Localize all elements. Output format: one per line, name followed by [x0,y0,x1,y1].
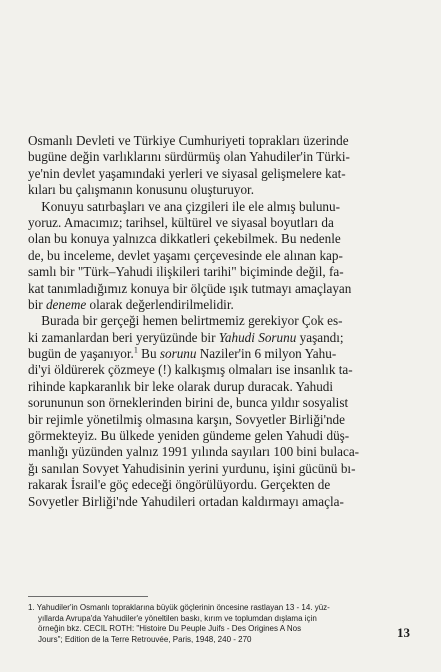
text-run: olarak değerlendirilmelidir. [86,296,234,312]
italic-term: sorunu [159,346,197,362]
body-text [28,133,416,510]
footnote-marker[interactable]: 1 [133,345,138,355]
body-line: Konuyu satırbaşları ve ana çizgileri ile ele almış bulunu- [28,198,341,214]
body-line: ye'nin devlet yaşamındaki yerleri ve siyasal gelişmelere kat- [28,165,346,181]
text-run: Bu [137,346,160,362]
body-line: manlığı yüzünden yalnız 1991 yılında sayıları 100 bini bulaca- [28,444,360,460]
body-line: rihinde kapkaranlık bir leke olarak durup duracak. Yahudi [28,378,334,394]
body-line: di'yi öldürerek çözmeye (!) kalkışmış olmaları ise insanlık ta- [28,362,353,378]
body-line: kıları bu çalışmanın konusunu oluşturuyor. [28,182,254,198]
body-line-deneme [28,297,416,313]
body-line: sorununun son örneklerinden birini de, bunca yıldır sosyalist [28,395,349,411]
footnote-line: Jours"; Edition de la Terre Retrouvée, Paris, 1948, 240 - 270 [38,634,252,644]
footnote [28,603,428,645]
body-line: görmekteyiz. Bu ülkede yeniden gündeme gelen Yahudi düş- [28,428,350,444]
footnote-line: 1. Yahudiler'in Osmanlı topraklarına büyük göçlerinin öncesine rastlayan 13 - 14. yüz- [28,603,330,612]
footnote-divider [28,596,148,597]
text-run: yaşandı; [296,329,344,345]
text-run: bir [28,296,46,312]
footnote-line: örneğin bkz. CECIL ROTH: "Histoire Du Peuple Juifs - Des Origines A Nos [38,624,302,633]
body-line-footnote-ref [28,346,416,362]
body-line: Burada bir gerçeği hemen belirtmemiz gerekiyor Çok es- [28,313,343,329]
body-line: rakarak İsrail'e göç edeceği öngörülüyordu. Gerçekten de [28,477,331,493]
body-line: Sovyetler Birliği'nde Yahudileri ortadan kaldırmayı amaçla- [28,493,344,509]
body-line: bir rejimle yönetilmiş olmasına karşın, Sovyetler Birliği'nde [28,411,345,427]
body-line: bugüne değin varlıklarını sürdürmüş olan Yahudiler'in Türki- [28,149,350,165]
italic-term: Yahudi Sorunu [218,329,297,345]
page-number: 13 [397,625,410,640]
body-line: de, bu inceleme, devlet yaşamı çerçevesinde ele alınan kap- [28,247,343,263]
italic-term: deneme [45,296,87,312]
body-line: kat tanımladığımız konuya bir ölçüde ışık tutmayı amaçlayan [28,280,352,296]
body-line: ğı sanılan Sovyet Yahudisinin yerini yurdunu, işini gücünü bı- [28,460,356,476]
text-run: Naziler'in 6 milyon Yahu- [196,346,337,362]
footnote-line: yıllarda Avrupa'da Yahudiler'e yöneltilen baskı, kırım ve toplumdan dışlama için [38,613,317,623]
body-line: yoruz. Amacımız; tarihsel, kültürel ve siyasal boyutları da [28,214,334,230]
body-line: olan bu konuya yalnızca dikkatleri çekebilmek. Bu nedenle [28,231,341,247]
text-run: bugün de yaşanıyor. [28,346,134,362]
body-line: Osmanlı Devleti ve Türkiye Cumhuriyeti toprakları üzerinde [28,133,349,148]
body-line: samlı bir "Türk–Yahudi ilişkileri tarihi" biçiminde değil, fa- [28,264,344,280]
text-run: ki zamanlardan beri yeryüzünde bir [28,329,219,345]
body-line-yahudi-sorunu [28,330,416,346]
